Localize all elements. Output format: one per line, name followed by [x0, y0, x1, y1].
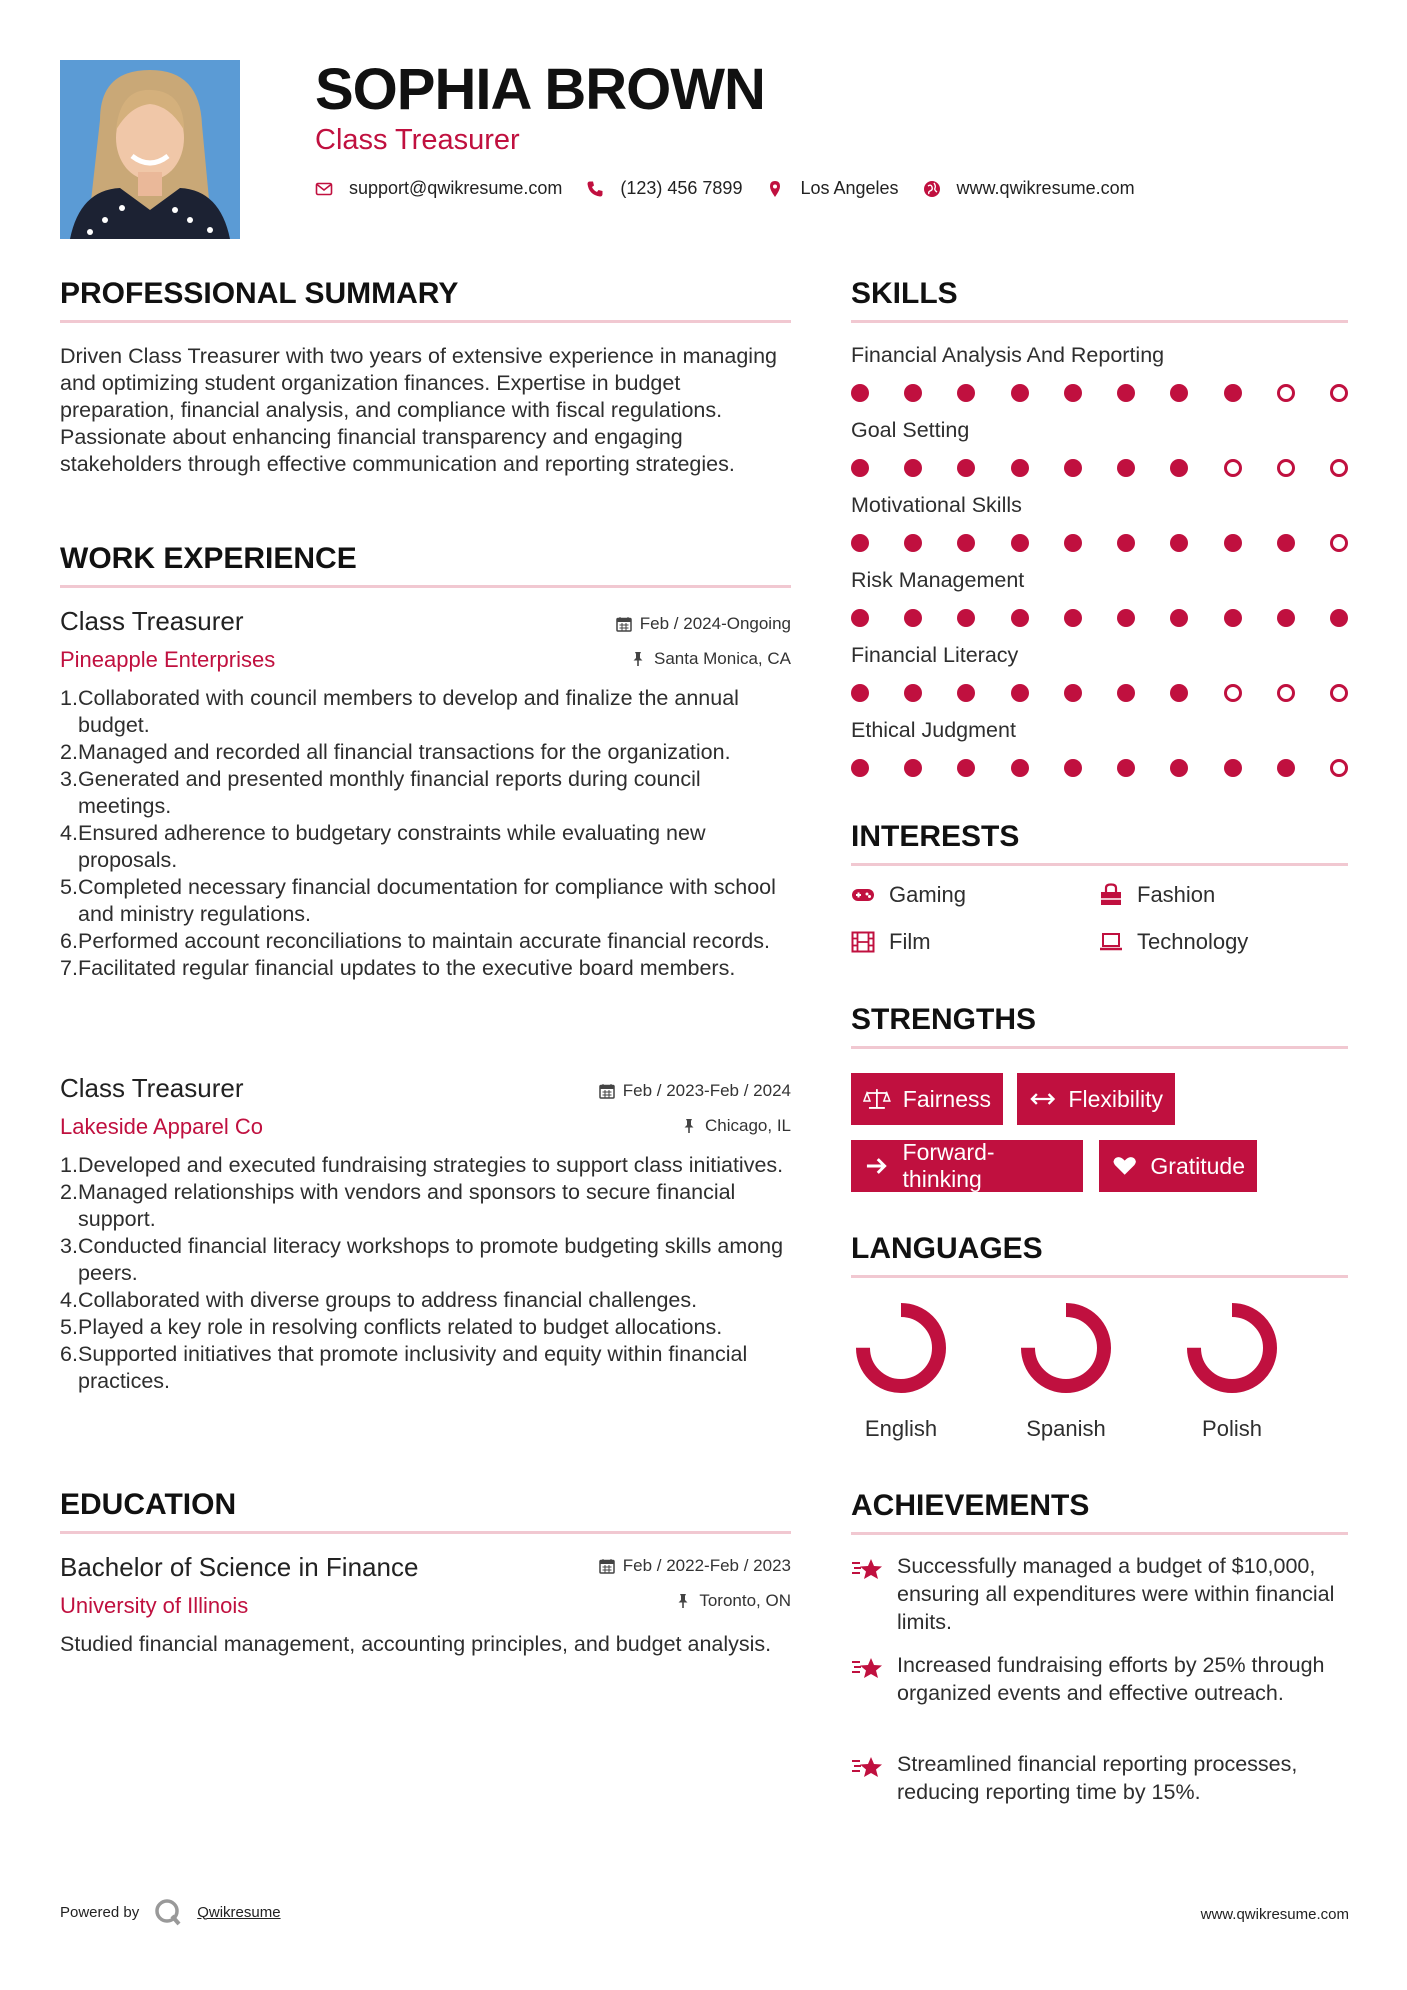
shooting-star-icon	[851, 1752, 885, 1782]
achievements-divider	[851, 1532, 1348, 1535]
education-entry	[60, 1552, 791, 1658]
achievements-list	[851, 1552, 1348, 1812]
rating-dot-filled	[1011, 759, 1029, 777]
interests-heading: INTERESTS	[851, 820, 1020, 853]
skill-rating	[851, 534, 1348, 552]
skill-row	[851, 643, 1348, 718]
languages-divider	[851, 1275, 1348, 1278]
skill-row	[851, 493, 1348, 568]
rating-dot-empty	[1224, 459, 1242, 477]
skill-rating	[851, 759, 1348, 777]
skill-name: Goal Setting	[851, 418, 970, 442]
achievement-item	[851, 1552, 1348, 1636]
rating-dot-filled	[1011, 384, 1029, 402]
job-entry-1	[60, 606, 791, 982]
profile-photo	[60, 60, 240, 239]
arrow-right-icon	[863, 1154, 891, 1178]
language-spanish	[991, 1302, 1141, 1442]
strength-forward-thinking	[851, 1140, 1083, 1192]
list-item: 5. Completed necessary financial documentation for compliance with school and ministry regulations.	[60, 875, 776, 926]
list-item: 7. Facilitated regular financial updates to the executive board members.	[60, 956, 736, 980]
calendar-icon	[616, 616, 632, 632]
achievement-text: Successfully managed a budget of $10,000, ensuring all expenditures were within financial limits.	[897, 1554, 1335, 1634]
rating-dot-filled	[851, 684, 869, 702]
job-title: Class Treasurer	[60, 606, 244, 636]
rating-dot-filled	[1224, 609, 1242, 627]
rating-dot-filled	[1117, 534, 1135, 552]
languages-heading: LANGUAGES	[851, 1232, 1043, 1265]
summary-heading: PROFESSIONAL SUMMARY	[60, 277, 459, 310]
language-proficiency-ring	[1020, 1302, 1112, 1394]
strengths-heading: STRENGTHS	[851, 1003, 1037, 1036]
list-item: 2. Managed and recorded all financial transactions for the organization.	[60, 740, 731, 764]
candidate-name: SOPHIA BROWN	[315, 57, 765, 122]
rating-dot-filled	[1064, 534, 1082, 552]
strength-label: Forward-thinking	[902, 1139, 995, 1192]
rating-dot-filled	[1170, 684, 1188, 702]
rating-dot-filled	[851, 459, 869, 477]
rating-dot-empty	[1277, 459, 1295, 477]
interest-film	[851, 929, 931, 955]
list-item: 2. Managed relationships with vendors and sponsors to secure financial support.	[60, 1180, 736, 1231]
list-item: 1. Developed and executed fundraising strategies to support class initiatives.	[60, 1153, 784, 1177]
language-english	[826, 1302, 976, 1442]
strength-gratitude	[1099, 1140, 1257, 1192]
contact-bar	[315, 178, 1159, 199]
shooting-star-icon	[851, 1554, 885, 1584]
laptop-icon	[1099, 930, 1123, 954]
rating-dot-filled	[957, 609, 975, 627]
rating-dot-filled	[957, 534, 975, 552]
job-company: Lakeside Apparel Co	[60, 1114, 264, 1139]
job-location-text: Santa Monica, CA	[653, 649, 791, 668]
list-item: 4. Ensured adherence to budgetary constraints while evaluating new proposals.	[60, 821, 706, 872]
interest-technology	[1099, 929, 1248, 955]
achievement-item	[851, 1651, 1348, 1707]
list-item: 3. Generated and presented monthly financial reports during council meetings.	[60, 767, 701, 818]
rating-dot-filled	[1011, 609, 1029, 627]
list-item: 5. Played a key role in resolving conflicts related to budget allocations.	[60, 1315, 723, 1339]
contact-phone[interactable]	[586, 178, 742, 199]
job-bullets	[60, 685, 791, 982]
education-divider	[60, 1531, 791, 1534]
summary-text: Driven Class Treasurer with two years of extensive experience in managing and optimizing student organization finances. Expertise in budget preparation, financial analysis, and compliance with fiscal regulations. Passionate about enhancing financial transparency and engaging stakeholders through effective communication and reporting strategies.	[60, 344, 777, 476]
job-date-text: Feb / 2023-Feb / 2024	[622, 1081, 791, 1100]
footer-powered-by	[60, 1897, 281, 1927]
rating-dot-filled	[1117, 759, 1135, 777]
interests-divider	[851, 863, 1348, 866]
skill-name: Motivational Skills	[851, 493, 1022, 517]
skill-rating	[851, 384, 1348, 402]
strength-flexibility	[1017, 1073, 1175, 1125]
job-location-text: Chicago, IL	[705, 1116, 791, 1135]
rating-dot-empty	[1330, 684, 1348, 702]
rating-dot-filled	[1117, 609, 1135, 627]
rating-dot-filled	[957, 759, 975, 777]
phone-icon	[586, 180, 604, 198]
rating-dot-filled	[1224, 759, 1242, 777]
envelope-icon	[315, 180, 333, 198]
rating-dot-filled	[1117, 384, 1135, 402]
strength-label: Fairness	[902, 1085, 991, 1112]
rating-dot-empty	[1330, 459, 1348, 477]
rating-dot-filled	[957, 459, 975, 477]
degree-title: Bachelor of Science in Finance	[60, 1552, 419, 1582]
arrows-horizontal-icon	[1029, 1087, 1056, 1111]
skill-rating	[851, 609, 1348, 627]
strength-fairness	[851, 1073, 1003, 1125]
skill-name: Ethical Judgment	[851, 718, 1016, 742]
pushpin-icon	[630, 651, 646, 667]
shooting-star-icon	[851, 1653, 885, 1683]
job-date-text: Feb / 2024-Ongoing	[639, 614, 791, 633]
skill-row	[851, 418, 1348, 493]
skills-list	[851, 343, 1348, 793]
rating-dot-filled	[1170, 609, 1188, 627]
skills-divider	[851, 320, 1348, 323]
shopping-bag-icon	[1099, 883, 1123, 907]
rating-dot-filled	[1277, 759, 1295, 777]
strengths-divider	[851, 1046, 1348, 1049]
education-location-text: Toronto, ON	[699, 1591, 791, 1610]
rating-dot-filled	[904, 759, 922, 777]
calendar-icon	[599, 1083, 615, 1099]
interest-label: Gaming	[889, 882, 967, 907]
heart-icon	[1111, 1154, 1138, 1178]
job-entry-2	[60, 1073, 791, 1395]
school-name: University of Illinois	[60, 1593, 249, 1618]
powered-by-text: Powered by	[60, 1903, 140, 1921]
contact-email[interactable]	[315, 178, 562, 199]
rating-dot-filled	[1277, 609, 1295, 627]
job-company: Pineapple Enterprises	[60, 647, 276, 672]
skill-row	[851, 718, 1348, 793]
rating-dot-filled	[1170, 459, 1188, 477]
rating-dot-filled	[904, 384, 922, 402]
rating-dot-empty	[1330, 384, 1348, 402]
skill-rating	[851, 459, 1348, 477]
rating-dot-filled	[957, 384, 975, 402]
contact-website-text: www.qwikresume.com	[956, 178, 1135, 198]
list-item: 3. Conducted financial literacy workshops to promote budgeting skills among peers.	[60, 1234, 784, 1285]
balance-scale-icon	[863, 1087, 891, 1111]
contact-phone-text: (123) 456 7899	[620, 178, 743, 198]
footer-website[interactable]: www.qwikresume.com	[1200, 1906, 1349, 1923]
language-polish	[1157, 1302, 1307, 1442]
education-date-text: Feb / 2022-Feb / 2023	[622, 1556, 791, 1575]
rating-dot-filled	[1064, 684, 1082, 702]
rating-dot-filled	[1224, 534, 1242, 552]
gamepad-icon	[851, 883, 875, 907]
skill-row	[851, 568, 1348, 643]
film-icon	[851, 930, 875, 954]
rating-dot-filled	[851, 759, 869, 777]
rating-dot-filled	[904, 534, 922, 552]
rating-dot-filled	[851, 534, 869, 552]
location-pin-icon	[766, 180, 784, 198]
achievements-heading: ACHIEVEMENTS	[851, 1489, 1090, 1522]
rating-dot-empty	[1277, 384, 1295, 402]
summary-divider	[60, 320, 791, 323]
job-location	[630, 649, 791, 669]
rating-dot-filled	[1170, 759, 1188, 777]
experience-heading: WORK EXPERIENCE	[60, 542, 357, 575]
language-proficiency-ring	[1186, 1302, 1278, 1394]
rating-dot-filled	[851, 609, 869, 627]
education-date	[599, 1556, 791, 1576]
list-item: 6. Performed account reconciliations to maintain accurate financial records.	[60, 929, 770, 953]
pushpin-icon	[675, 1593, 691, 1609]
language-proficiency-ring	[855, 1302, 947, 1394]
experience-divider	[60, 585, 791, 588]
candidate-title: Class Treasurer	[315, 124, 520, 156]
job-date	[616, 614, 791, 634]
job-bullets	[60, 1152, 791, 1395]
achievement-item	[851, 1750, 1348, 1806]
strength-label: Gratitude	[1150, 1152, 1245, 1179]
contact-website[interactable]	[923, 178, 1135, 199]
rating-dot-filled	[1064, 459, 1082, 477]
rating-dot-empty	[1277, 684, 1295, 702]
strength-label: Flexibility	[1068, 1085, 1163, 1112]
list-item: 6. Supported initiatives that promote inclusivity and equity within financial practices.	[60, 1342, 748, 1393]
contact-location	[766, 178, 898, 199]
education-heading: EDUCATION	[60, 1488, 237, 1521]
pushpin-icon	[681, 1118, 697, 1134]
language-name: Polish	[1202, 1416, 1262, 1441]
rating-dot-filled	[1064, 759, 1082, 777]
rating-dot-filled	[1064, 609, 1082, 627]
interest-label: Film	[889, 929, 931, 954]
rating-dot-filled	[1011, 459, 1029, 477]
globe-icon	[923, 180, 941, 198]
rating-dot-filled	[957, 684, 975, 702]
rating-dot-empty	[1224, 684, 1242, 702]
achievement-text: Increased fundraising efforts by 25% through organized events and effective outreach.	[897, 1653, 1325, 1705]
language-name: English	[864, 1416, 938, 1441]
job-title: Class Treasurer	[60, 1073, 244, 1103]
rating-dot-filled	[1330, 609, 1348, 627]
rating-dot-filled	[1011, 534, 1029, 552]
skill-name: Financial Literacy	[851, 643, 1019, 667]
qwikresume-logo-icon	[153, 1897, 183, 1927]
skill-name: Financial Analysis And Reporting	[851, 343, 1165, 367]
rating-dot-filled	[1011, 684, 1029, 702]
contact-email-text: support@qwikresume.com	[349, 178, 563, 198]
list-item: 1. Collaborated with council members to develop and finalize the annual budget.	[60, 686, 739, 737]
job-date	[599, 1081, 791, 1101]
achievement-text: Streamlined financial reporting processes, reducing reporting time by 15%.	[897, 1752, 1298, 1804]
list-item: 4. Collaborated with diverse groups to address financial challenges.	[60, 1288, 698, 1312]
interest-label: Fashion	[1137, 882, 1216, 907]
education-location	[675, 1591, 791, 1611]
skill-name: Risk Management	[851, 568, 1025, 592]
portrait-image	[60, 60, 240, 239]
calendar-icon	[599, 1558, 615, 1574]
job-location	[681, 1116, 791, 1136]
skill-rating	[851, 684, 1348, 702]
language-name: Spanish	[1026, 1416, 1106, 1441]
interest-gaming	[851, 882, 966, 908]
rating-dot-empty	[1330, 534, 1348, 552]
qwikresume-link[interactable]: Qwikresume	[197, 1903, 281, 1921]
rating-dot-filled	[904, 459, 922, 477]
skills-heading: SKILLS	[851, 277, 958, 310]
rating-dot-empty	[1330, 759, 1348, 777]
rating-dot-filled	[1277, 534, 1295, 552]
education-description: Studied financial management, accounting principles, and budget analysis.	[60, 1632, 772, 1656]
rating-dot-filled	[1064, 384, 1082, 402]
rating-dot-filled	[1170, 534, 1188, 552]
interest-label: Technology	[1137, 929, 1249, 954]
rating-dot-filled	[904, 609, 922, 627]
rating-dot-filled	[851, 384, 869, 402]
contact-location-text: Los Angeles	[800, 178, 899, 198]
rating-dot-filled	[1224, 384, 1242, 402]
skill-row	[851, 343, 1348, 418]
rating-dot-filled	[1170, 384, 1188, 402]
interest-fashion	[1099, 882, 1215, 908]
rating-dot-filled	[1117, 684, 1135, 702]
rating-dot-filled	[1117, 459, 1135, 477]
rating-dot-filled	[904, 684, 922, 702]
